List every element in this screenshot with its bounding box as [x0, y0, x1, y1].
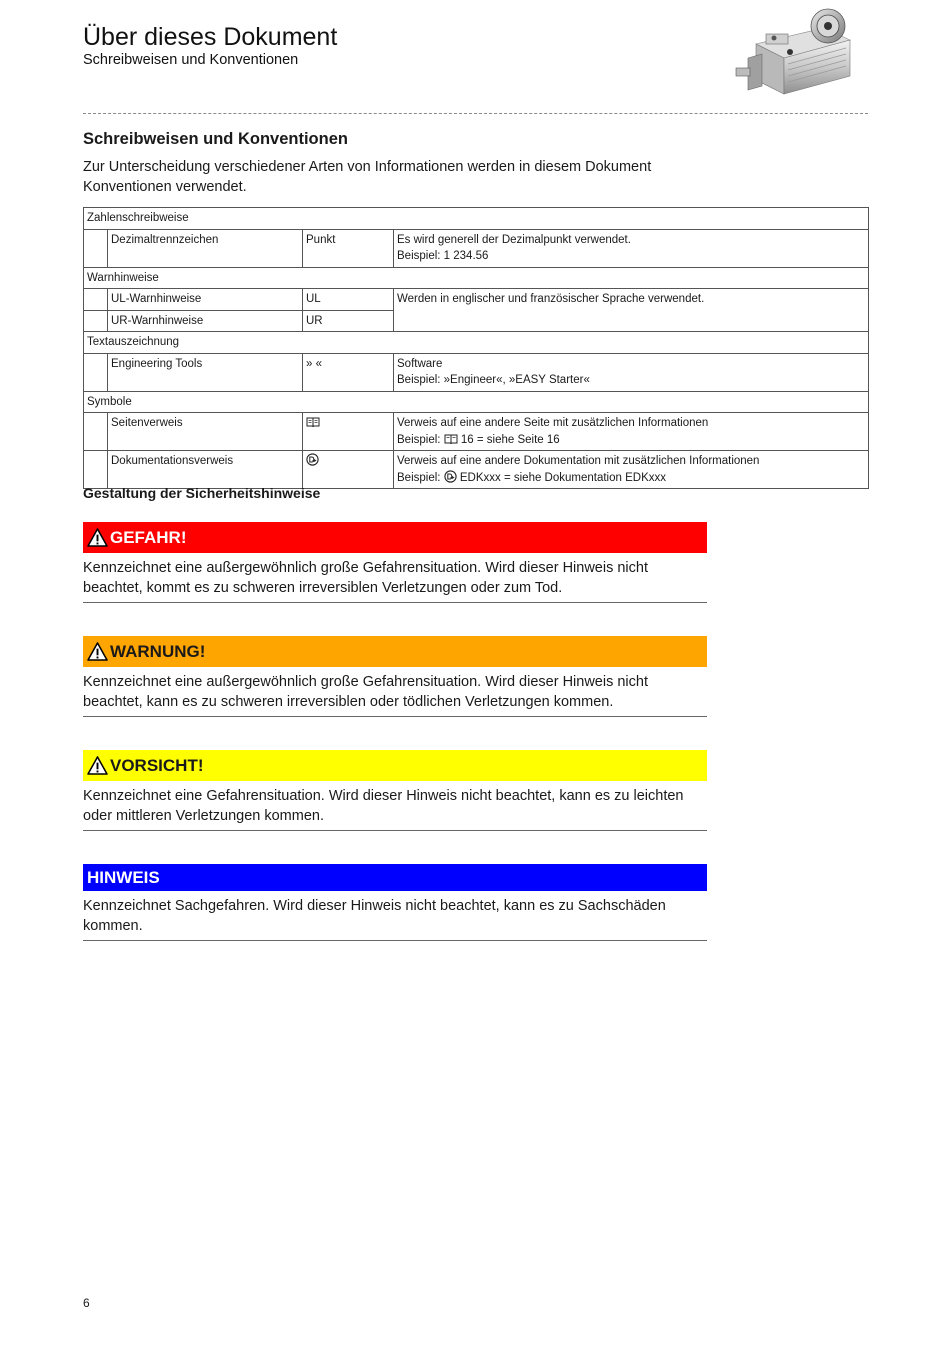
warning-triangle-icon [87, 756, 108, 775]
convention-name: Seitenverweis [108, 413, 303, 451]
document-reference-icon [306, 453, 319, 466]
group-label: Warnhinweise [84, 267, 869, 289]
notice-bar [83, 636, 707, 667]
servo-motor-image [728, 6, 868, 106]
warning-triangle-icon [87, 642, 108, 661]
convention-description: Software Beispiel: »Engineer«, »EASY Starter« [394, 353, 869, 391]
book-icon [444, 433, 458, 445]
notice-label: GEFAHR! [110, 527, 187, 547]
document-reference-icon [444, 470, 457, 483]
page-subtitle: Schreibweisen und Konventionen [83, 52, 299, 68]
notice-text: Kennzeichnet eine außergewöhnlich große Gefahrensituation. Wird dieser Hinweis nicht beachtet, kommt es zu schweren irreversiblen Verletzungen oder zum Tod. [83, 558, 707, 603]
convention-name: Engineering Tools [108, 353, 303, 391]
notice-label: WARNUNG! [110, 641, 206, 661]
table-group-row [84, 208, 869, 230]
convention-description: Verweis auf eine andere Seite mit zusätzlichen Informationen Beispiel: 16 = siehe Seite 16 [394, 413, 869, 451]
warning-triangle-icon [87, 528, 108, 547]
group-label: Textauszeichnung [84, 332, 869, 354]
convention-name: Dezimaltrennzeichen [108, 229, 303, 267]
page-title: Über dieses Dokument [83, 23, 338, 51]
notice-text: Kennzeichnet eine Gefahrensituation. Wird dieser Hinweis nicht beachtet, kann es zu leichten oder mittleren Verletzungen kommen. [83, 786, 707, 831]
convention-name: UL-Warnhinweise [108, 289, 303, 311]
table-group-row [84, 332, 869, 354]
table-row [84, 289, 869, 311]
convention-mark [303, 413, 394, 451]
group-label: Symbole [84, 391, 869, 413]
notice-bar [83, 522, 707, 553]
convention-description: Es wird generell der Dezimalpunkt verwendet. Beispiel: 1 234.56 [394, 229, 869, 267]
notice-hint [83, 864, 707, 941]
safety-heading: Gestaltung der Sicherheitshinweise [83, 485, 321, 501]
notice-label: VORSICHT! [110, 755, 204, 775]
convention-name: UR-Warnhinweise [108, 310, 303, 332]
convention-mark: Punkt [303, 229, 394, 267]
notice-bar [83, 864, 707, 891]
page-number: 6 [83, 1296, 90, 1310]
convention-description: Verweis auf eine andere Dokumentation mit zusätzlichen Informationen Beispiel: EDKxxx = siehe Dokumentation EDKxxx [394, 451, 869, 489]
group-label: Zahlenschreibweise [84, 208, 869, 230]
convention-mark: UR [303, 310, 394, 332]
table-row [84, 413, 869, 451]
book-icon [306, 416, 320, 428]
notice-text: Kennzeichnet eine außergewöhnlich große Gefahrensituation. Wird dieser Hinweis nicht beachtet, kann es zu schweren irreversiblen oder tödlichen Verletzungen kommen. [83, 672, 707, 717]
notice-text: Kennzeichnet Sachgefahren. Wird dieser Hinweis nicht beachtet, kann es zu Sachschäden kommen. [83, 896, 707, 941]
notice-label: HINWEIS [87, 867, 160, 887]
header-divider [83, 113, 868, 114]
notice-bar [83, 750, 707, 781]
section-heading: Schreibweisen und Konventionen [83, 130, 348, 148]
notice-danger [83, 522, 707, 603]
table-group-row [84, 267, 869, 289]
convention-description: Werden in englischer und französischer Sprache verwendet. [394, 289, 869, 332]
notice-warning [83, 636, 707, 717]
table-row [84, 353, 869, 391]
table-row [84, 229, 869, 267]
intro-paragraph: Zur Unterscheidung verschiedener Arten von Informationen werden in diesem Dokument Konventionen verwendet. [83, 159, 652, 195]
notice-caution [83, 750, 707, 831]
convention-name: Dokumentationsverweis [108, 451, 303, 489]
conventions-table [83, 207, 869, 489]
convention-mark: UL [303, 289, 394, 311]
convention-mark: » « [303, 353, 394, 391]
table-group-row [84, 391, 869, 413]
